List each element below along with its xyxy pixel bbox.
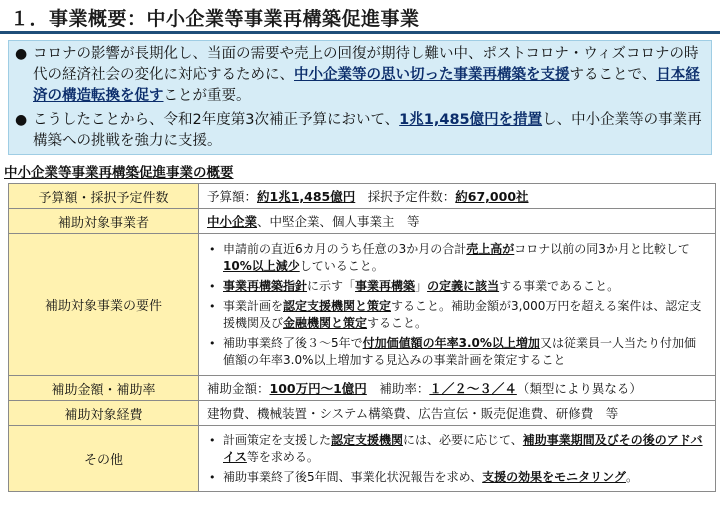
summary-text: し、中小企業等の事業再構築への挑戦を強力に支援。: [33, 112, 702, 149]
row-label-budget: 予算額・採択予定件数: [9, 184, 199, 209]
cell-text: 予算額：: [207, 189, 258, 204]
cell-emphasis: 補助事業期間及びその後のアドバイス: [223, 432, 703, 464]
table-row: [9, 184, 716, 209]
cell-text: する事業であること。: [499, 278, 620, 293]
table-row: [9, 376, 716, 401]
cell-text: 」: [415, 278, 428, 293]
cell-text: すること。: [367, 315, 428, 330]
table-row: [9, 209, 716, 234]
row-value-eligible-expenses: 建物費、機械装置・システム構築費、広告宣伝・販売促進費、研修費 等: [199, 401, 716, 426]
cell-emphasis: 付加価値額の年率3.0%以上増加: [362, 335, 540, 350]
cell-text: 、中堅企業、個人事業主 等: [257, 214, 420, 229]
row-label-requirements: 補助対象事業の要件: [9, 234, 199, 376]
cell-emphasis: 約1兆1,485億円: [257, 189, 356, 204]
row-label-eligible-businesses: 補助対象事業者: [9, 209, 199, 234]
summary-paragraph-1: [15, 44, 705, 107]
cell-text: 事業計画を: [223, 298, 284, 313]
page-title: １．事業概要：中小企業等事業再構築促進事業: [10, 8, 420, 30]
requirements-list: [207, 241, 707, 369]
cell-emphasis: 金融機関と策定: [283, 315, 368, 330]
row-label-eligible-expenses: 補助対象経費: [9, 401, 199, 426]
title-bar: [0, 0, 720, 34]
cell-emphasis: 認定支援機関と策定: [283, 298, 392, 313]
list-item: [207, 432, 707, 466]
cell-emphasis: 100万円～1億円: [269, 381, 367, 396]
cell-text: 補助率：: [366, 381, 430, 396]
cell-emphasis: １／２～３／４: [429, 381, 517, 396]
row-label-subsidy-amount: 補助金額・補助率: [9, 376, 199, 401]
cell-text: 補助事業終了後5年間、事業化状況報告を求め、: [223, 469, 483, 484]
summary-paragraph-2: [15, 110, 705, 152]
summary-text: コロナの影響が長期化し、当面の需要や売上の回復が期待し難い中、ポストコロナ・ウィズコロナの時代の経済社会の変化に対応するために、: [33, 46, 699, 83]
bullet-icon: •: [209, 433, 216, 447]
cell-emphasis: 事業再構築: [355, 278, 416, 293]
row-label-other: その他: [9, 426, 199, 492]
cell-text: （類型により異なる）: [516, 381, 642, 396]
row-value-requirements: [199, 234, 716, 376]
cell-text: すること。補助金額が3,000万円を超える案件は、認定支援機関及び: [223, 298, 702, 330]
overview-heading: 中小企業等事業再構築促進事業の概要: [4, 165, 234, 181]
cell-text: 計画策定を支援した: [223, 432, 332, 447]
cell-text: 採択予定件数：: [355, 189, 456, 204]
bullet-icon: ●: [15, 112, 28, 128]
cell-emphasis: 10%以上減少: [223, 258, 300, 273]
table-row: [9, 401, 716, 426]
overview-table: [8, 183, 716, 492]
row-value-eligible-businesses: [199, 209, 716, 234]
cell-text: していること。: [299, 258, 384, 273]
cell-text: に示す「: [307, 278, 356, 293]
cell-emphasis: 事業再構築指針: [223, 278, 308, 293]
cell-text: 又は従業員一人当たり付加価値額の年率3.0%以上増加する見込みの事業計画を策定すること: [223, 335, 696, 367]
cell-text: 等を求める。: [246, 449, 319, 464]
summary-box: [8, 40, 712, 155]
list-item: [207, 298, 707, 332]
table-row: [9, 234, 716, 376]
bullet-icon: •: [209, 470, 216, 484]
cell-text: 補助金額：: [207, 381, 270, 396]
cell-emphasis: 売上高が: [466, 241, 515, 256]
row-value-other: [199, 426, 716, 492]
bullet-icon: •: [209, 279, 216, 293]
summary-text: こうしたことから、令和2年度第3次補正予算において、: [33, 112, 400, 128]
table-row: [9, 426, 716, 492]
summary-text: することで、: [569, 67, 657, 83]
summary-highlight: 日本経済の構造転換を促す: [33, 67, 700, 104]
bullet-icon: •: [209, 299, 216, 313]
summary-highlight: 中小企業等の思い切った事業再構築を支援: [294, 67, 570, 83]
list-item: [207, 469, 707, 486]
bullet-icon: •: [209, 336, 216, 350]
row-value-subsidy-amount: [199, 376, 716, 401]
summary-highlight: 1兆1,485億円を措置: [399, 112, 543, 128]
cell-emphasis: の定義に該当: [427, 278, 500, 293]
cell-emphasis: 約67,000社: [455, 189, 529, 204]
row-value-budget: [199, 184, 716, 209]
list-item: [207, 335, 707, 369]
cell-text: には、必要に応じて、: [403, 432, 523, 447]
cell-text: 。: [625, 469, 638, 484]
bullet-icon: •: [209, 242, 216, 256]
bullet-icon: ●: [15, 46, 28, 62]
cell-emphasis: 支援の効果をモニタリング: [482, 469, 626, 484]
cell-emphasis: 認定支援機関: [331, 432, 404, 447]
cell-text: 補助事業終了後３～5年で: [223, 335, 363, 350]
cell-text: コロナ以前の同3か月と比較して: [514, 241, 690, 256]
other-list: [207, 432, 707, 486]
list-item: [207, 241, 707, 275]
list-item: [207, 278, 707, 295]
cell-emphasis: 中小企業: [207, 214, 258, 229]
cell-text: 申請前の直近6カ月のうち任意の3か月の合計: [223, 241, 467, 256]
summary-text: ことが重要。: [163, 88, 251, 104]
